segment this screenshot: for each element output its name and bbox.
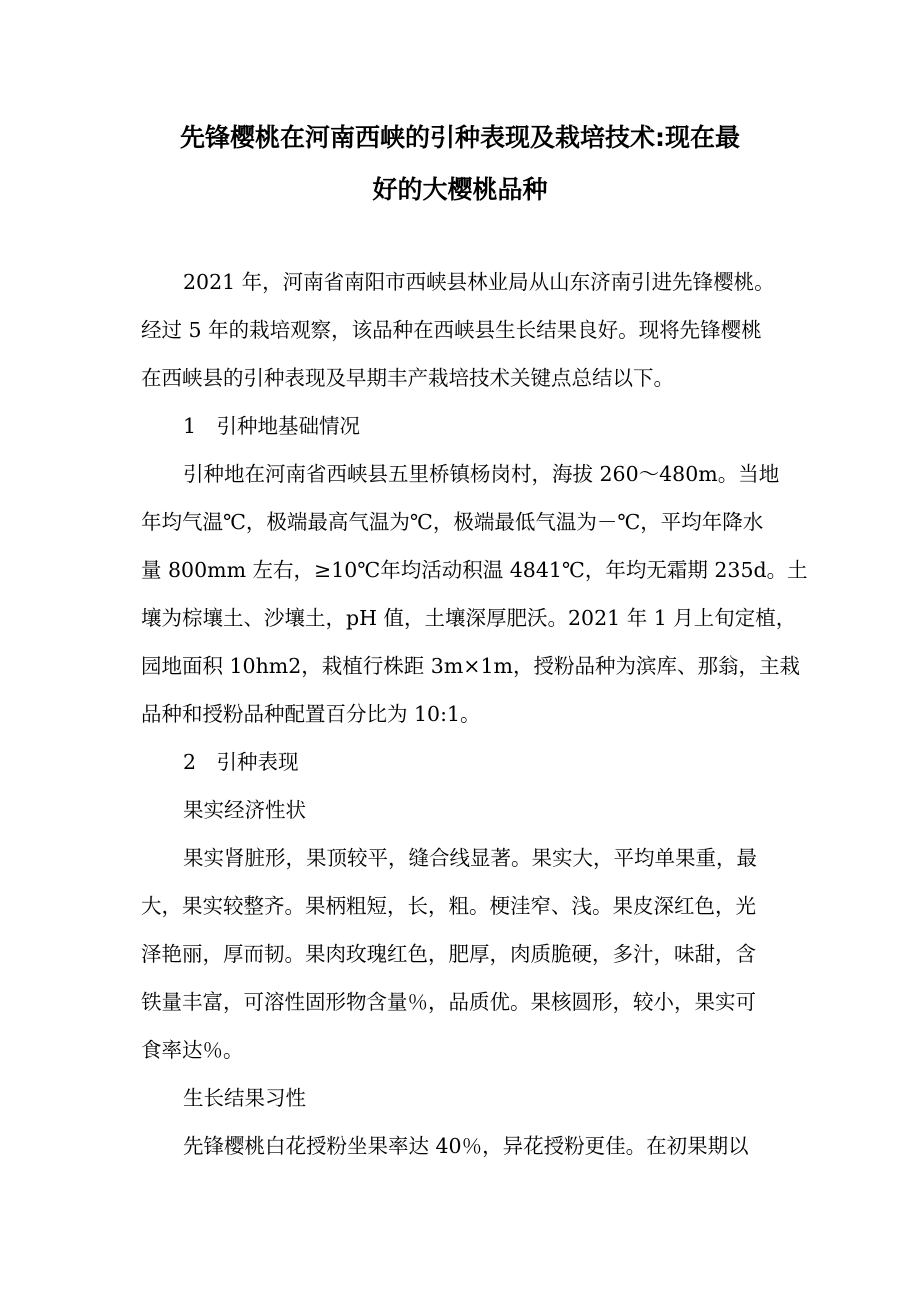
section-heading-2: 2 引种表现 (183, 750, 299, 774)
paragraph-fruit-line-4: 铁量丰富，可溶性固形物含量％，品质优。果核圆形，较小，果实可 (141, 990, 756, 1014)
paragraph-site-line-3: 量 800mm 左右，≥10℃年均活动积温 4841℃，年均无霜期 235d。土 (141, 558, 808, 582)
paragraph-site-line-4: 壤为棕壤土、沙壤土，pH 值，土壤深厚肥沃。2021 年 1 月上旬定植， (141, 606, 797, 630)
section-heading-1: 1 引种地基础情况 (183, 414, 361, 438)
paragraph-fruit-line-3: 泽艳丽，厚而韧。果肉玫瑰红色，肥厚，肉质脆硬，多汁，味甜，含 (141, 942, 756, 966)
paragraph-site-line-6: 品种和授粉品种配置百分比为 10:1。 (141, 702, 481, 726)
paragraph-site-line-2: 年均气温℃，极端最高气温为℃，极端最低气温为－℃，平均年降水 (141, 510, 764, 534)
paragraph-growth-line-1: 先锋樱桃白花授粉坐果率达 40％，异花授粉更佳。在初果期以 (183, 1134, 749, 1158)
paragraph-site-line-1: 引种地在河南省西峡县五里桥镇杨岗村，海拔 260～480m。当地 (183, 462, 780, 486)
paragraph-intro-line-1: 2021 年，河南省南阳市西峡县林业局从山东济南引进先锋樱桃。 (183, 270, 775, 294)
paragraph-intro-line-3: 在西峡县的引种表现及早期丰产栽培技术关键点总结以下。 (141, 366, 674, 390)
subheading-growth-habit: 生长结果习性 (183, 1086, 306, 1110)
paragraph-fruit-line-1: 果实肾脏形，果顶较平，缝合线显著。果实大，平均单果重，最 (183, 846, 757, 870)
paragraph-fruit-line-5: 食率达％。 (141, 1038, 244, 1062)
document-title-line-2: 好的大樱桃品种 (372, 175, 548, 204)
paragraph-intro-line-2: 经过 5 年的栽培观察，该品种在西峡县生长结果良好。现将先锋樱桃 (141, 318, 762, 342)
paragraph-fruit-line-2: 大，果实较整齐。果柄粗短，长，粗。梗洼窄、浅。果皮深红色，光 (141, 894, 756, 918)
subheading-fruit-traits: 果实经济性状 (183, 798, 306, 822)
document-title-line-1: 先锋樱桃在河南西峡的引种表现及栽培技术:现在最 (180, 123, 740, 152)
paragraph-site-line-5: 园地面积 10hm2，栽植行株距 3m×1m，授粉品种为滨库、那翁，主栽 (141, 654, 800, 678)
